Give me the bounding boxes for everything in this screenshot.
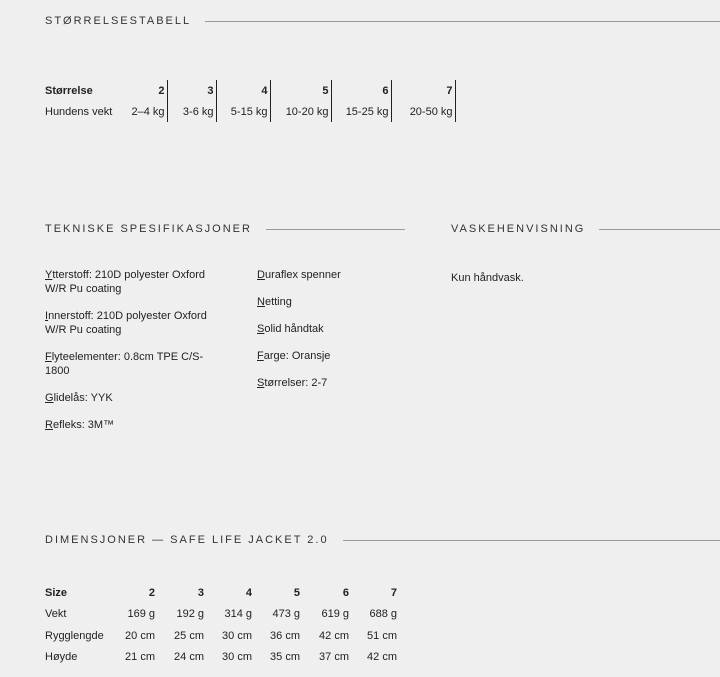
tech-section-rule [266, 229, 405, 230]
dim-table-row [45, 604, 397, 626]
dim-row-label: Vekt [45, 608, 67, 621]
dim-header-cell: 7 [390, 586, 397, 599]
dim-header-cell: 2 [148, 586, 155, 599]
dim-header-cell: 4 [245, 586, 252, 599]
wash-instruction: Kun håndvask. [451, 272, 524, 284]
spec-item: Innerstoff: 210D polyester Oxford W/R Pu coating [45, 310, 207, 336]
dim-cell: 192 g [176, 608, 204, 621]
size-table-header-row [45, 80, 455, 101]
dim-cell: 30 cm [222, 651, 252, 664]
size-header-label: Størrelse [45, 84, 93, 97]
size-cell: 2–4 kg [123, 101, 167, 122]
size-cell: 15-25 kg [331, 101, 391, 122]
tech-section-heading: TEKNISKE SPESIFIKASJONER [45, 223, 252, 235]
dim-cell: 473 g [272, 608, 300, 621]
dim-cell: 314 g [224, 608, 252, 621]
wash-section-heading: VASKEHENVISNING [451, 223, 586, 235]
spec-item: Duraflex spenner [257, 269, 341, 281]
spec-item: Størrelser: 2-7 [257, 377, 328, 389]
wash-section-rule [599, 229, 720, 230]
dim-cell: 30 cm [222, 629, 252, 642]
size-header-cell: 5 [270, 80, 331, 101]
tech-spec-column-2 [257, 268, 417, 403]
spec-item: Solid håndtak [257, 323, 324, 335]
dim-row-label: Høyde [45, 651, 78, 664]
dim-cell: 51 cm [367, 629, 397, 642]
size-cell: 3-6 kg [167, 101, 216, 122]
spec-item: Flyteelementer: 0.8cm TPE C/S-1800 [45, 351, 204, 377]
dim-header-cell: 3 [197, 586, 204, 599]
size-cell: 10-20 kg [270, 101, 331, 122]
size-table [45, 80, 456, 122]
spec-item: Glidelås: YYK [45, 392, 113, 404]
size-section-rule [205, 21, 720, 22]
tech-spec-column-1 [45, 268, 225, 445]
dim-cell: 25 cm [174, 629, 204, 642]
dim-header-cell: 6 [342, 586, 349, 599]
tech-section-title [45, 223, 405, 235]
dim-section-rule [343, 540, 720, 541]
dim-table-row [45, 647, 397, 669]
dim-section-title [45, 534, 720, 546]
spec-item: Ytterstoff: 210D polyester Oxford W/R Pu coating [45, 269, 205, 295]
spec-item: Farge: Oransje [257, 350, 331, 362]
dim-header-label: Size [45, 586, 68, 599]
size-header-cell: 7 [391, 80, 455, 101]
size-table-row [45, 101, 455, 122]
wash-section-title [451, 223, 720, 235]
dim-table-row [45, 625, 397, 647]
size-header-cell: 2 [123, 80, 167, 101]
size-header-cell: 6 [331, 80, 391, 101]
dim-cell: 36 cm [270, 629, 300, 642]
dim-cell: 37 cm [319, 651, 349, 664]
dim-cell: 688 g [369, 608, 397, 621]
size-section-title [45, 15, 720, 27]
size-section-heading: STØRRELSESTABELL [45, 15, 192, 27]
dim-cell: 35 cm [270, 651, 300, 664]
size-cell: 20-50 kg [391, 101, 455, 122]
spec-item: Refleks: 3M™ [45, 419, 115, 431]
size-header-cell: 3 [167, 80, 216, 101]
dim-table-header-row [45, 582, 397, 604]
size-cell: 5-15 kg [216, 101, 270, 122]
dim-cell: 42 cm [319, 629, 349, 642]
dim-cell: 24 cm [174, 651, 204, 664]
dim-header-cell: 5 [293, 586, 300, 599]
dimensions-table [45, 582, 397, 668]
dim-cell: 20 cm [125, 629, 155, 642]
dim-section-heading: DIMENSJONER — SAFE LIFE JACKET 2.0 [45, 534, 329, 546]
spec-item: Netting [257, 296, 292, 308]
dim-cell: 169 g [127, 608, 155, 621]
dim-cell: 619 g [321, 608, 349, 621]
dim-row-label: Rygglengde [45, 629, 104, 642]
size-header-cell: 4 [216, 80, 270, 101]
dim-cell: 42 cm [367, 651, 397, 664]
size-row-label: Hundens vekt [45, 105, 113, 118]
dim-cell: 21 cm [125, 651, 155, 664]
